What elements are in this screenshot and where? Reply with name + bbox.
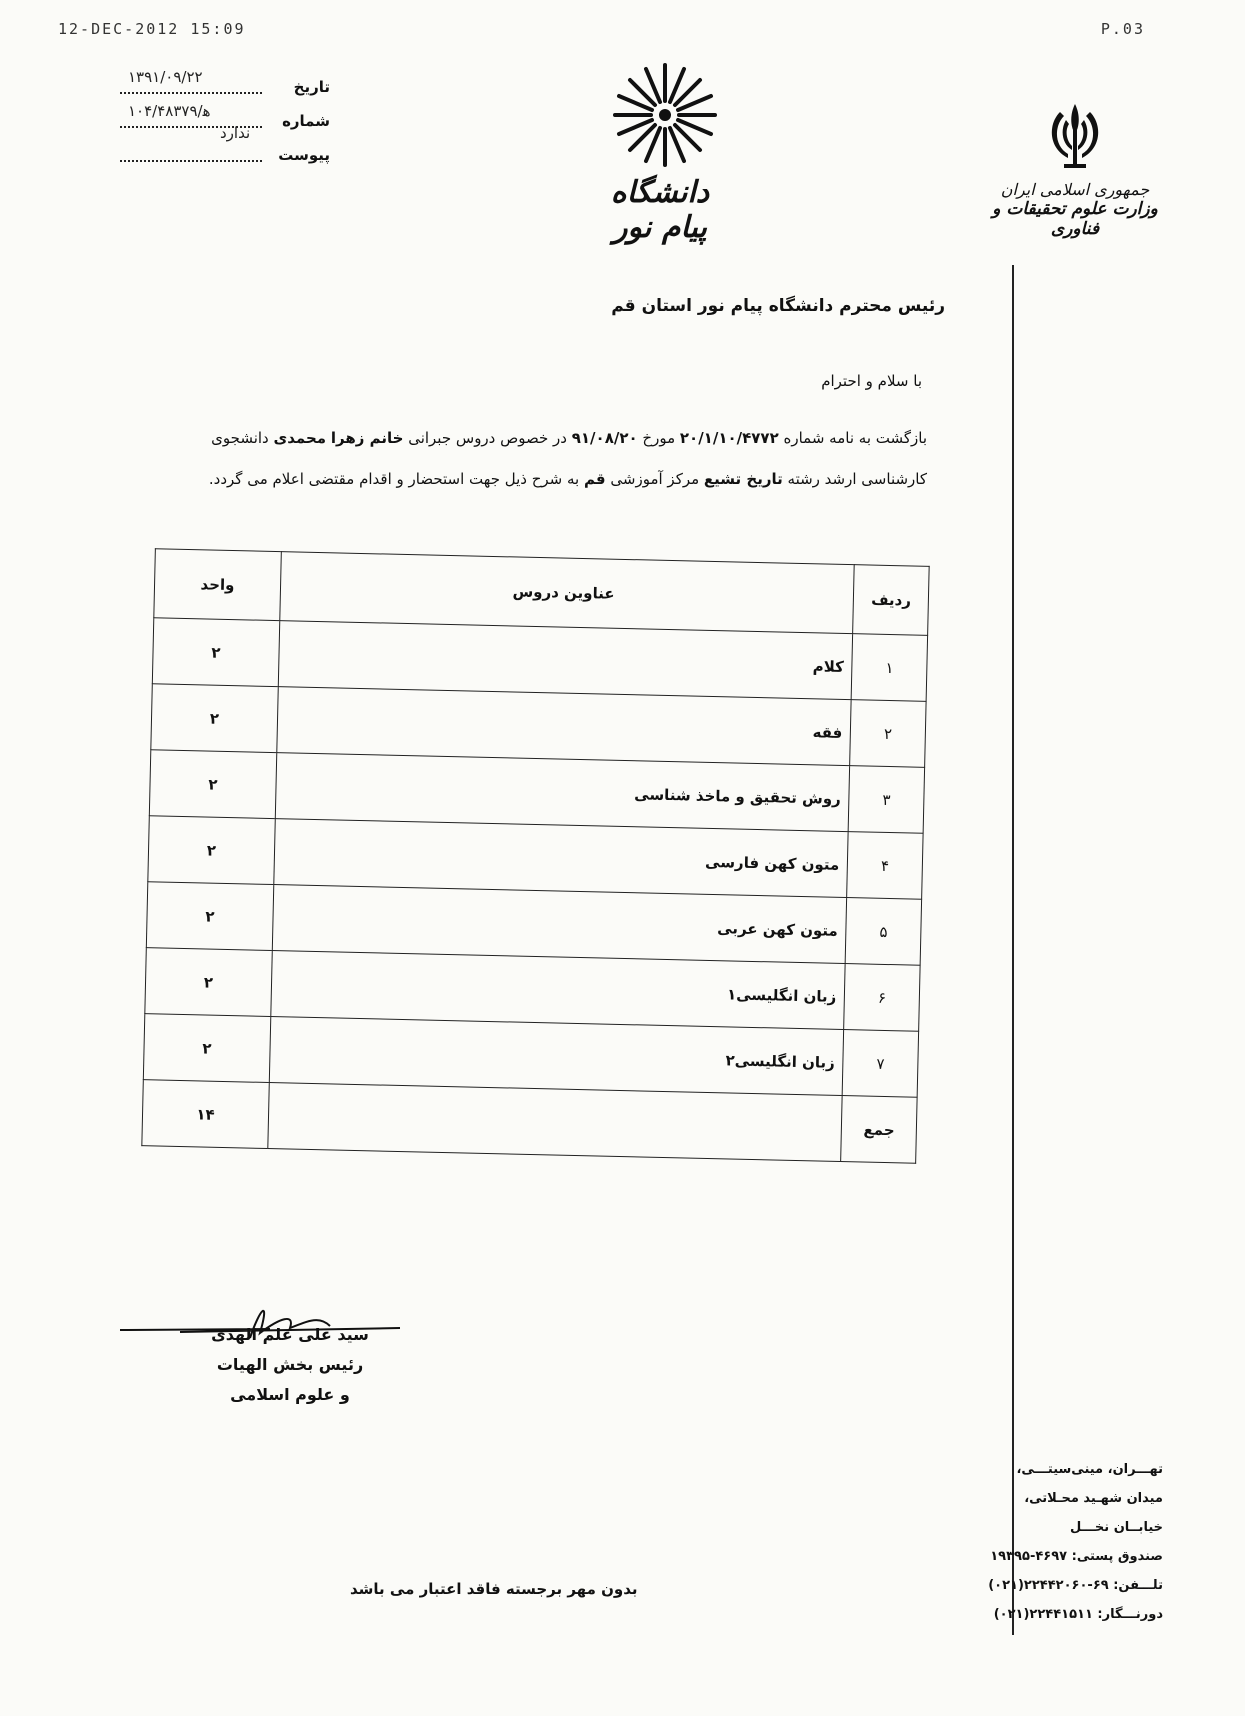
date-dots: [120, 92, 262, 94]
student-name: خانم زهرا: [330, 429, 404, 447]
date-value: ۱۳۹۱/۰۹/۲۲: [128, 68, 203, 86]
signatory-title: رئیس بخش الهیات: [216, 1355, 364, 1374]
center: قم: [584, 470, 606, 488]
course-title: زبان انگلیسی۱: [271, 951, 846, 1030]
course-units: ۲: [148, 816, 275, 885]
major: تاریخ تشیع: [703, 470, 783, 488]
course-units: ۲: [143, 1014, 270, 1083]
row-number: ۲: [850, 700, 926, 768]
header-course-title: عناوین دروس: [280, 552, 855, 634]
attachment-label: پیوست: [278, 146, 330, 164]
course-units: ۲: [151, 684, 278, 753]
meta-date-row: [120, 68, 330, 102]
signatory-department: و علوم اسلامی: [230, 1385, 350, 1404]
iran-emblem-icon: [1040, 100, 1110, 172]
fax-number: دورنـــگار: ۲۲۴۴۱۵۱۱(۰۲۱): [993, 1607, 1163, 1622]
number-label: شماره: [282, 112, 330, 130]
meta-attachment-row: [120, 124, 330, 170]
body-text: بازگشت به نامه شماره: [778, 429, 927, 447]
course-title: فقه: [277, 687, 852, 766]
number-value: ﻫ/۱۰۴/۴۸۳۷۹: [128, 102, 211, 120]
course-units: ۲: [152, 618, 279, 687]
letter-body: [167, 418, 927, 500]
address-line: خیابــان نخـــل: [1069, 1520, 1163, 1535]
total-empty-cell: [268, 1083, 843, 1162]
validity-note: بدون مهر برجسته فاقد اعتبار می باشد: [350, 1580, 638, 1598]
row-number: ۴: [847, 832, 923, 900]
letter-meta: [120, 68, 330, 170]
total-units: ۱۴: [142, 1080, 269, 1149]
total-label: جمع: [841, 1096, 917, 1164]
university-address: [943, 1455, 1163, 1629]
course-title: متون کهن فارسی: [274, 819, 849, 898]
courses-table: [141, 548, 929, 1163]
attachment-value: ندارد: [220, 124, 251, 142]
course-units: ۲: [149, 750, 276, 819]
course-units: ۲: [146, 882, 273, 951]
course-title: روش تحقیق و ماخذ شناسی: [275, 753, 850, 832]
attachment-dots: [120, 160, 262, 162]
phone-number: تلـــفن: ۶۹-۲۲۴۴۲۰۶۰(۰۲۱): [988, 1578, 1163, 1593]
course-units: ۲: [145, 948, 272, 1017]
row-number: ۵: [846, 898, 922, 966]
course-title: کلام: [278, 621, 853, 700]
address-line: تهـــران، مینی‌سیتـــی،: [1016, 1462, 1163, 1477]
course-title: زبان انگلیسی۲: [269, 1017, 844, 1096]
ministry-emblem: [975, 100, 1175, 239]
body-text: مرکز آموزشی: [605, 470, 704, 488]
signature-block: [175, 1320, 405, 1410]
row-number: ۶: [844, 964, 920, 1032]
date-label: تاریخ: [293, 78, 330, 96]
po-box: صندوق پستی: ۴۶۹۷-۱۹۳۹۵: [990, 1549, 1163, 1564]
addressee: رئیس محترم دانشگاه پیام نور استان قم: [611, 296, 945, 316]
university-name: دانشگاه پیام نور: [610, 175, 710, 245]
ministry-line1: جمهوری اسلامی ایران: [1000, 180, 1150, 199]
row-number: ۳: [849, 766, 925, 834]
body-text: به شرح ذیل جهت استحضار و اقدام مقتضی اعلام می گردد.: [208, 470, 585, 488]
reference-date: ۹۱/۰۸/۲۰: [571, 429, 638, 447]
fax-timestamp: 12-DEC-2012 15:09: [58, 20, 246, 38]
fax-page-number: P.03: [1100, 20, 1145, 38]
row-number: ۱: [852, 634, 928, 702]
student-surname: محمدی: [273, 429, 327, 447]
reference-number: ۲۰/۱/۱۰/۴۷۷۲: [679, 429, 779, 447]
header-units: واحد: [154, 549, 281, 621]
signatory-name: سید علی علم الهدی: [211, 1325, 369, 1344]
margin-divider: [1012, 265, 1014, 1635]
header-row-number: ردیف: [853, 565, 929, 636]
ministry-line2: وزارت علوم تحقیقات و فناوری: [992, 199, 1158, 239]
course-title: متون کهن عربی: [272, 885, 847, 964]
address-line: میدان شهـید محـلاتی،: [1024, 1491, 1163, 1506]
row-number: ۷: [843, 1030, 919, 1098]
body-text: در خصوص دروس جبرانی: [403, 429, 572, 447]
body-text: دانشجوی کارشناسی ارشد رشته: [211, 429, 927, 488]
greeting: با سلام و احترام: [821, 372, 922, 390]
body-text: مورخ: [637, 429, 680, 447]
sunburst-icon: [610, 60, 720, 170]
